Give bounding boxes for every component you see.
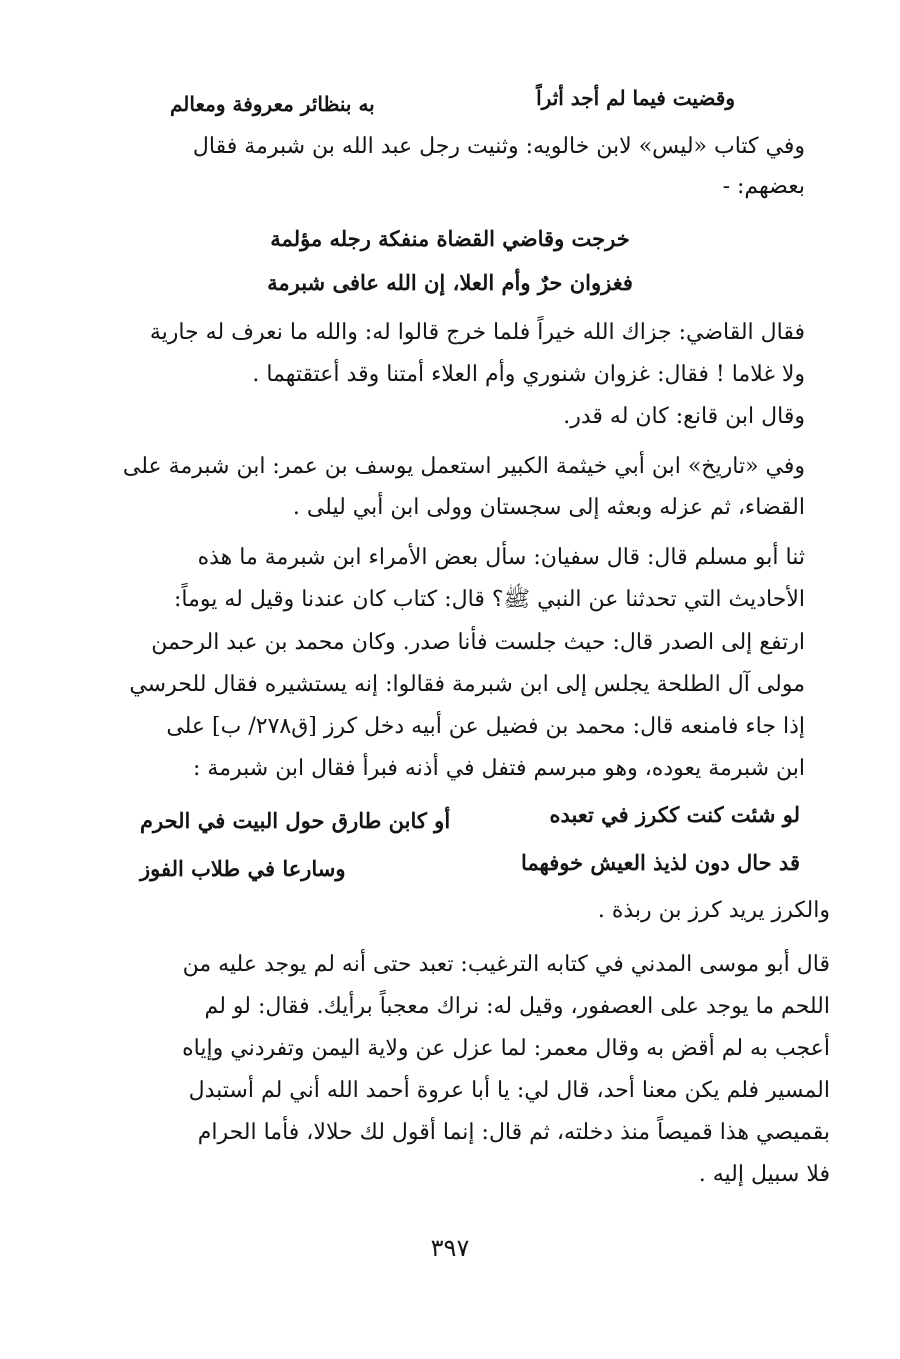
verse-1-first-hemistich: وقضيت فيما لم أجد أثراً bbox=[536, 86, 735, 110]
verse-1-second-hemistich: به بنظائر معروفة ومعالم bbox=[170, 92, 375, 116]
page-number: ٣٩٧ bbox=[430, 1234, 470, 1262]
verse-3-line-2-first-hemistich: قد حال دون لذيذ العيش خوفهما bbox=[520, 850, 800, 875]
para-5-line-2: الأحاديث التي تحدثنا عن النبي ﷺ؟ قال: كتاب كان عندنا وقيل له يوماً: bbox=[173, 587, 805, 612]
verse-2-line-2: فغزوان حرٌ وأم العلا، إن الله عافى شبرمة bbox=[267, 270, 633, 295]
para-5-line-3: ارتفع إلى الصدر قال: حيث جلست فأنا صدر. وكان محمد بن عبد الرحمن bbox=[151, 630, 805, 655]
para-5-line-1: ثنا أبو مسلم قال: قال سفيان: سأل بعض الأمراء ابن شبرمة ما هذه bbox=[197, 545, 805, 570]
verse-3-line-1-first-hemistich: لو شئت كنت ككرز في تعبده bbox=[549, 802, 800, 827]
para-7-line-3: أعجب به لم أقض به وقال معمر: لما عزل عن ولاية اليمن وتفردني وإياه bbox=[182, 1036, 830, 1061]
para-7-line-4: المسير فلم يكن معنا أحد، قال لي: يا أبا عروة أحمد الله أني لم أستبدل bbox=[188, 1078, 830, 1103]
para-7-line-5: بقميصي هذا قميصاً منذ دخلته، ثم قال: إنما أقول لك حلالا، فأما الحرام bbox=[197, 1120, 830, 1145]
para-2-line-2: ولا غلاما ! فقال: غزوان شنوري وأم العلاء أمتنا وقد أعتقتهما . bbox=[252, 362, 805, 387]
verse-3-line-1-second-hemistich: أو كابن طارق حول البيت في الحرم bbox=[140, 808, 451, 833]
para-3-line-1: وقال ابن قانع: كان له قدر. bbox=[563, 404, 805, 429]
para-5-line-4: مولى آل الطلحة يجلس إلى ابن شبرمة فقالوا: إنه يستشيره فقال للحرسي bbox=[129, 672, 805, 697]
para-7-line-1: قال أبو موسى المدني في كتابه الترغيب: تعبد حتى أنه لم يوجد عليه من bbox=[182, 952, 830, 977]
para-7-line-6: فلا سبيل إليه . bbox=[698, 1162, 830, 1187]
verse-2-line-1: خرجت وقاضي القضاة منفكة رجله مؤلمة bbox=[270, 226, 630, 251]
para-1-line-1: وفي كتاب «ليس» لابن خالويه: وثنيت رجل عبد الله بن شبرمة فقال bbox=[192, 134, 805, 159]
para-7-line-2: اللحم ما يوجد على العصفور، وقيل له: نراك معجباً برأيك. فقال: لو لم bbox=[204, 994, 830, 1019]
para-2-line-1: فقال القاضي: جزاك الله خيراً فلما خرج قالوا له: والله ما نعرف له جارية bbox=[149, 320, 805, 345]
para-1-line-2: بعضهم: - bbox=[722, 174, 805, 199]
para-4-line-2: القضاء، ثم عزله وبعثه إلى سجستان وولى ابن أبي ليلى . bbox=[292, 495, 805, 520]
para-5-line-6: ابن شبرمة يعوده، وهو مبرسم فتفل في أذنه فبرأ فقال ابن شبرمة : bbox=[193, 756, 805, 781]
para-4-line-1: وفي «تاريخ» ابن أبي خيثمة الكبير استعمل يوسف بن عمر: ابن شبرمة على bbox=[122, 454, 805, 479]
para-6-line-1: والكرز يريد كرز بن ربذة . bbox=[597, 898, 830, 923]
para-5-line-5: إذا جاء فامنعه قال: محمد بن فضيل عن أبيه دخل كرز [ق٢٧٨/ ب] على bbox=[166, 714, 805, 739]
verse-3-line-2-second-hemistich: وسارعا في طلاب الفوز bbox=[140, 856, 346, 881]
